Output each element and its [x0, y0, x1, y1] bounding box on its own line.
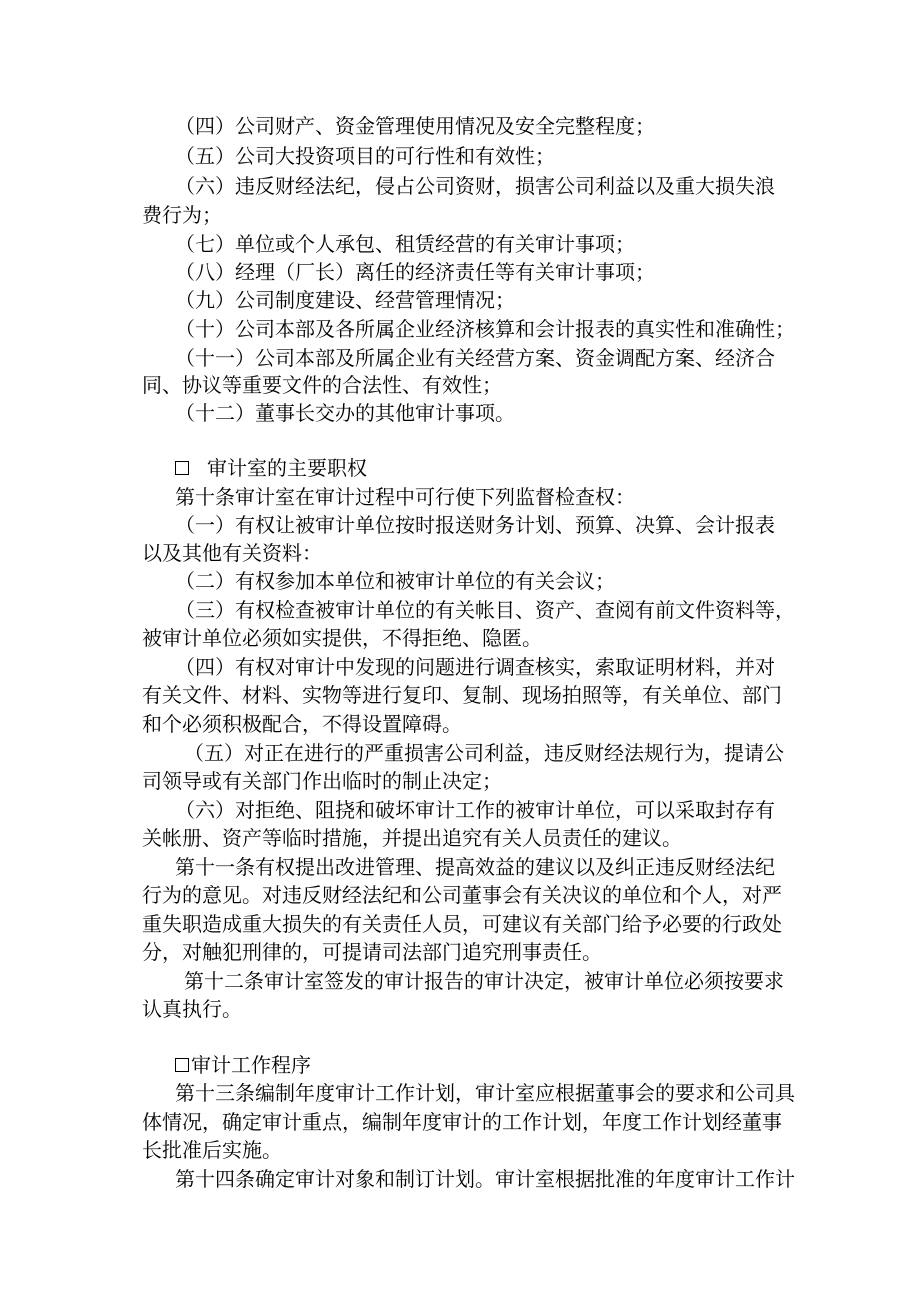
text-line: （四）有权对审计中发现的问题进行调查核实，索取证明材料，并对: [175, 655, 775, 679]
text-line: 司领导或有关部门作出临时的制止决定；: [142, 769, 502, 793]
text-line: （五）公司大投资项目的可行性和有效性；: [175, 144, 555, 168]
text-line: （十二）董事长交办的其他审计事项。: [175, 401, 515, 425]
text-line: 关帐册、资产等临时措施，并提出追究有关人员责任的建议。: [142, 826, 682, 850]
text-line: 有关文件、材料、实物等进行复印、复制、现场拍照等，有关单位、部门: [142, 683, 782, 707]
text-line: （一）有权让被审计单位按时报送财务计划、预算、决算、会计报表: [175, 513, 775, 537]
text-line: 同、协议等重要文件的合法性、有效性；: [142, 373, 502, 397]
text-line: 认真执行。: [142, 997, 242, 1021]
text-line: （五）对正在进行的严重损害公司利益，违反财经法规行为，提请公: [184, 741, 784, 765]
text-line: 长批准后实施。: [142, 1138, 282, 1162]
text-line: （二）有权参加本单位和被审计单位的有关会议；: [175, 569, 615, 593]
checkbox-square-icon: [175, 461, 189, 475]
text-line: 分，对触犯刑律的，可提请司法部门追究刑事责任。: [142, 940, 602, 964]
section-heading-text: 审计工作程序: [191, 1053, 311, 1077]
text-line: （六）违反财经法纪，侵占公司资财，损害公司利益以及重大损失浪: [175, 174, 775, 198]
text-line: 第十条审计室在审计过程中可行使下列监督检查权：: [175, 485, 635, 509]
text-line: 重失职造成重大损失的有关责任人员，可建议有关部门给予必要的行政处: [142, 912, 782, 936]
section-heading: [175, 1052, 311, 1078]
section-heading-text: 审计室的主要职权: [207, 456, 367, 480]
text-line: （十）公司本部及各所属企业经济核算和会计报表的真实性和准确性；: [175, 317, 795, 341]
text-line: （十一）公司本部及所属企业有关经营方案、资金调配方案、经济合: [175, 346, 775, 370]
text-line: （三）有权检查被审计单位的有关帐目、资产、查阅有前文件资料等，: [175, 598, 795, 622]
text-line: （八）经理（厂长）离任的经济责任等有关审计事项；: [175, 260, 655, 284]
text-line: 费行为；: [142, 203, 222, 227]
text-line: （七）单位或个人承包、租赁经营的有关审计事项；: [175, 232, 635, 256]
text-line: （九）公司制度建设、经营管理情况；: [175, 288, 515, 312]
text-line: （六）对拒绝、阻挠和破坏审计工作的被审计单位，可以采取封存有: [175, 798, 775, 822]
checkbox-square-icon: [175, 1058, 189, 1072]
text-line: （四）公司财产、资金管理使用情况及安全完整程度；: [175, 114, 655, 138]
text-line: 第十二条审计室签发的审计报告的审计决定，被审计单位必须按要求: [184, 969, 784, 993]
text-line: 被审计单位必须如实提供，不得拒绝、隐匿。: [142, 626, 542, 650]
text-line: 以及其他有关资料：: [142, 541, 322, 565]
text-line: 第十一条有权提出改进管理、提高效益的建议以及纠正违反财经法纪: [175, 855, 775, 879]
text-line: 第十四条确定审计对象和制订计划。审计室根据批准的年度审计工作计: [175, 1167, 795, 1191]
text-line: 行为的意见。对违反财经法纪和公司董事会有关决议的单位和个人，对严: [142, 883, 782, 907]
text-line: 第十三条编制年度审计工作计划，审计室应根据董事会的要求和公司具: [175, 1081, 795, 1105]
text-line: 和个必须积极配合，不得设置障碍。: [142, 712, 462, 736]
section-heading: [175, 455, 367, 481]
text-line: 体情况，确定审计重点，编制年度审计的工作计划，年度工作计划经董事: [142, 1110, 782, 1134]
